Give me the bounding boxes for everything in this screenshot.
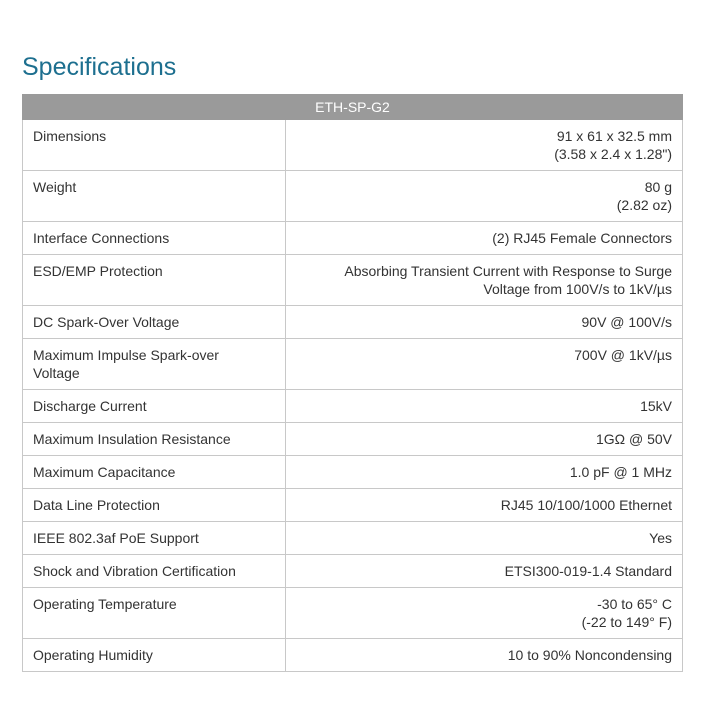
spec-label-cell — [23, 120, 286, 171]
spec-value: (2.82 oz) — [616, 197, 672, 213]
spec-value-cell — [286, 639, 683, 672]
specifications-table — [22, 94, 683, 672]
spec-label: Weight — [33, 179, 77, 195]
table-header-row — [23, 95, 683, 120]
spec-value-cell — [286, 456, 683, 489]
spec-value: 80 g — [644, 179, 672, 195]
spec-label: Maximum Impulse Spark-over — [33, 347, 219, 363]
spec-label-cell — [23, 339, 286, 390]
spec-value-cell — [286, 171, 683, 222]
table-row — [23, 390, 683, 423]
spec-label-cell — [23, 423, 286, 456]
spec-value: 700V @ 1kV/µs — [574, 347, 672, 363]
spec-label-cell — [23, 489, 286, 522]
table-header-model: ETH-SP-G2 — [23, 95, 683, 120]
spec-label: Maximum Insulation Resistance — [33, 431, 231, 447]
spec-value-cell — [286, 390, 683, 423]
spec-label-cell — [23, 639, 286, 672]
spec-label: Shock and Vibration Certification — [33, 563, 236, 579]
spec-label-cell — [23, 555, 286, 588]
spec-label-cell — [23, 588, 286, 639]
spec-label: IEEE 802.3af PoE Support — [33, 530, 199, 546]
spec-value: RJ45 10/100/1000 Ethernet — [500, 497, 672, 513]
spec-label: DC Spark-Over Voltage — [33, 314, 180, 330]
spec-value-cell — [286, 306, 683, 339]
table-row — [23, 306, 683, 339]
table-row — [23, 588, 683, 639]
spec-value: 15kV — [640, 398, 672, 414]
table-row — [23, 489, 683, 522]
page-title: Specifications — [22, 53, 177, 81]
spec-value: -30 to 65° C — [597, 596, 672, 612]
spec-label-cell — [23, 222, 286, 255]
spec-label-cell — [23, 390, 286, 423]
spec-value-cell — [286, 423, 683, 456]
table-row — [23, 171, 683, 222]
table-row — [23, 255, 683, 306]
table-row — [23, 222, 683, 255]
spec-value-cell — [286, 222, 683, 255]
spec-label: ESD/EMP Protection — [33, 263, 163, 279]
spec-value-cell — [286, 339, 683, 390]
table-row — [23, 456, 683, 489]
spec-value: 10 to 90% Noncondensing — [507, 647, 672, 663]
specifications-body — [23, 120, 683, 672]
spec-label: Operating Humidity — [33, 647, 153, 663]
spec-label-cell — [23, 522, 286, 555]
spec-label-cell — [23, 306, 286, 339]
spec-label-cell — [23, 255, 286, 306]
table-row — [23, 339, 683, 390]
spec-label: Operating Temperature — [33, 596, 177, 612]
spec-value-cell — [286, 588, 683, 639]
spec-value: ETSI300-019-1.4 Standard — [504, 563, 672, 579]
table-row — [23, 522, 683, 555]
spec-value-cell — [286, 489, 683, 522]
spec-label-cell — [23, 456, 286, 489]
spec-value: Yes — [649, 530, 672, 546]
spec-value: Voltage from 100V/s to 1kV/µs — [483, 281, 672, 297]
spec-label: Interface Connections — [33, 230, 170, 246]
table-row — [23, 555, 683, 588]
spec-value: 90V @ 100V/s — [581, 314, 672, 330]
spec-label: Discharge Current — [33, 398, 147, 414]
spec-value-cell — [286, 120, 683, 171]
spec-label-cell — [23, 171, 286, 222]
spec-label: Maximum Capacitance — [33, 464, 176, 480]
spec-value-cell — [286, 555, 683, 588]
spec-value: 91 x 61 x 32.5 mm — [556, 128, 672, 144]
spec-label: Data Line Protection — [33, 497, 160, 513]
spec-value: (-22 to 149° F) — [581, 614, 672, 630]
table-row — [23, 639, 683, 672]
spec-value-cell — [286, 255, 683, 306]
table-row — [23, 423, 683, 456]
table-row — [23, 120, 683, 171]
spec-value: Absorbing Transient Current with Response to Surge — [344, 263, 672, 279]
spec-value: (2) RJ45 Female Connectors — [492, 230, 672, 246]
spec-label: Dimensions — [33, 128, 107, 144]
spec-value: 1GΩ @ 50V — [595, 431, 672, 447]
spec-value-cell — [286, 522, 683, 555]
spec-label: Voltage — [33, 365, 80, 381]
spec-value: (3.58 x 2.4 x 1.28") — [554, 146, 672, 162]
spec-value: 1.0 pF @ 1 MHz — [569, 464, 672, 480]
